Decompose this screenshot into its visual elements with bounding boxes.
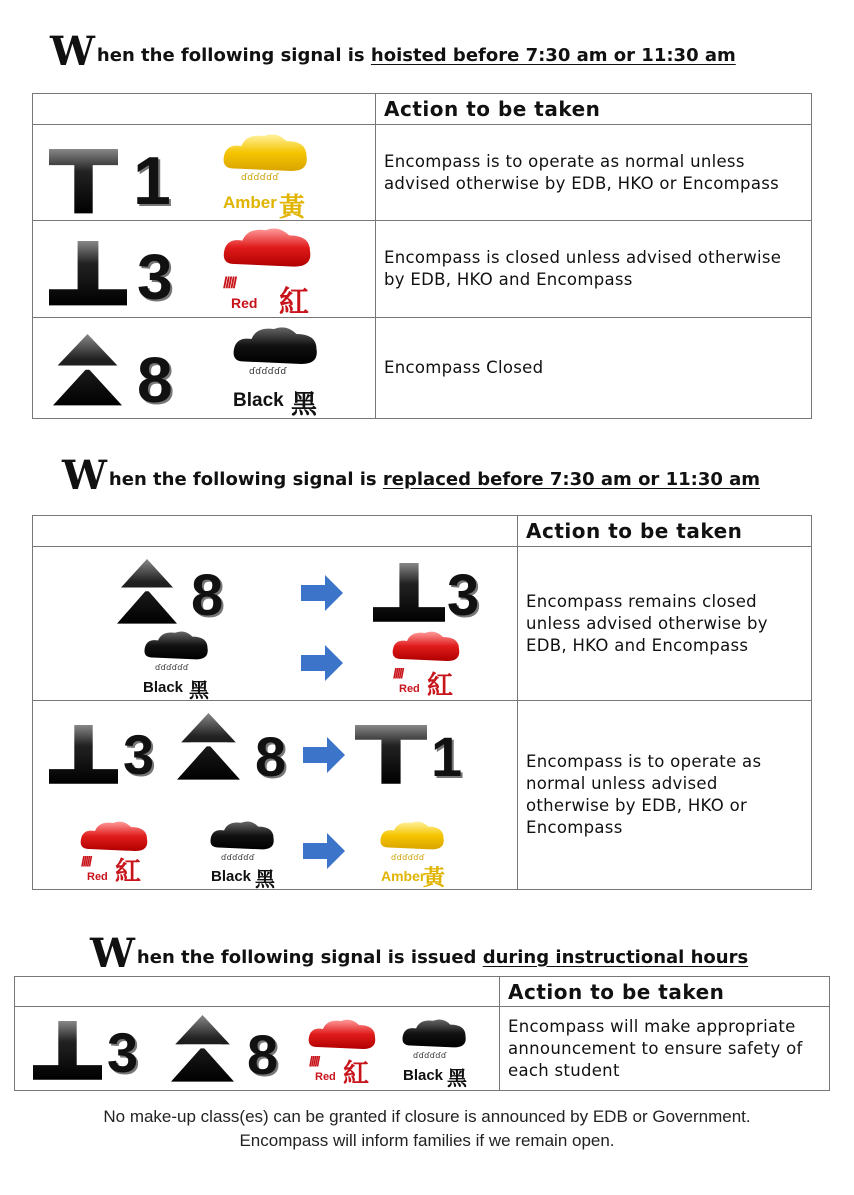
heading-underlined: hoisted before 7:30 am or 11:30 am bbox=[370, 45, 736, 66]
column-header: Action to be taken bbox=[376, 94, 812, 125]
arrow-icon bbox=[301, 575, 347, 615]
black-char: 黑 bbox=[255, 869, 275, 891]
signal-number: 8 bbox=[191, 563, 224, 628]
footer-line-2: Encompass will inform families if we remain open. bbox=[239, 1131, 615, 1150]
signal-number: 8 bbox=[137, 344, 173, 416]
column-header: Action to be taken bbox=[500, 977, 830, 1007]
signal-number: 1 bbox=[431, 725, 463, 788]
section3-table bbox=[14, 976, 830, 1091]
typhoon-signal-3-icon bbox=[47, 239, 137, 309]
amber-cloud-icon bbox=[377, 819, 447, 861]
section2-heading bbox=[62, 452, 760, 499]
signal-number: 8 bbox=[255, 725, 287, 788]
black-label: Black bbox=[143, 679, 184, 696]
typhoon-signal-8-icon bbox=[175, 711, 245, 783]
typhoon-signal-1-icon bbox=[353, 723, 433, 787]
red-char: 紅 bbox=[115, 856, 142, 886]
svg-text:ɗɗɗɗɗɗ: ɗɗɗɗɗɗ bbox=[155, 663, 189, 671]
section1-heading bbox=[50, 28, 736, 75]
svg-text:ɗɗɗɗɗɗ: ɗɗɗɗɗɗ bbox=[221, 853, 255, 861]
arrow-icon bbox=[303, 833, 349, 873]
heading-underlined: during instructional hours bbox=[482, 947, 749, 968]
svg-text:ɗɗɗɗɗɗ: ɗɗɗɗɗɗ bbox=[413, 1051, 447, 1059]
svg-text:ɗɗɗɗɗɗ: ɗɗɗɗɗɗ bbox=[249, 367, 287, 374]
black-cloud-icon bbox=[229, 324, 325, 374]
black-cloud-icon bbox=[141, 629, 211, 671]
replace-cell-1 bbox=[33, 547, 518, 701]
section1-table bbox=[32, 93, 812, 419]
action-text: Encompass is to operate as normal unless advised otherwise by EDB, HKO or Encompass bbox=[376, 125, 812, 221]
signal-number: 3 bbox=[107, 1021, 139, 1084]
action-text: Encompass remains closed unless advised otherwise by EDB, HKO and Encompass bbox=[518, 547, 812, 701]
signal-number: 3 bbox=[137, 241, 173, 313]
red-label: Red bbox=[231, 295, 258, 311]
rain-streaks: ///// bbox=[223, 275, 236, 292]
amber-char: 黃 bbox=[279, 192, 306, 222]
rain-streaks: ///// bbox=[393, 665, 403, 681]
red-cloud-icon bbox=[219, 225, 315, 277]
red-label: Red bbox=[87, 871, 108, 883]
footer bbox=[0, 1105, 854, 1153]
header-blank-cell bbox=[33, 516, 518, 547]
signal-number: 3 bbox=[447, 563, 480, 628]
action-text: Encompass is closed unless advised otherwise by EDB, HKO and Encompass bbox=[376, 221, 812, 318]
signal-cell-t1 bbox=[33, 125, 376, 221]
header-blank-cell bbox=[33, 94, 376, 125]
black-char: 黑 bbox=[447, 1068, 467, 1090]
typhoon-signal-3-icon bbox=[47, 723, 123, 787]
black-label: Black bbox=[211, 868, 252, 885]
black-cloud-icon bbox=[207, 819, 277, 861]
issued-signals-cell bbox=[15, 1007, 500, 1091]
action-text: Encompass will make appropriate announcement to ensure safety of each student bbox=[500, 1007, 830, 1091]
svg-text:ɗɗɗɗɗɗ: ɗɗɗɗɗɗ bbox=[391, 853, 425, 861]
arrow-icon bbox=[301, 645, 347, 685]
amber-label: Amber bbox=[381, 868, 426, 884]
section2-table bbox=[32, 515, 812, 890]
typhoon-signal-8-icon bbox=[169, 1013, 239, 1085]
heading-text: hen the following signal is bbox=[96, 45, 371, 66]
heading-text: hen the following signal is bbox=[108, 469, 383, 490]
typhoon-signal-3-icon bbox=[371, 561, 451, 625]
rain-streaks: ///// bbox=[81, 853, 91, 869]
black-cloud-icon bbox=[399, 1017, 469, 1059]
red-char: 紅 bbox=[279, 286, 309, 319]
action-text: Encompass Closed bbox=[376, 318, 812, 419]
black-label: Black bbox=[233, 390, 284, 411]
signal-number: 8 bbox=[247, 1023, 279, 1086]
section3-heading bbox=[90, 930, 748, 977]
amber-char: 黃 bbox=[423, 865, 446, 890]
replace-cell-2 bbox=[33, 701, 518, 890]
heading-underlined: replaced before 7:30 am or 11:30 am bbox=[382, 469, 761, 490]
heading-text: hen the following signal is issued bbox=[136, 947, 483, 968]
black-char: 黑 bbox=[291, 389, 318, 419]
amber-cloud-icon bbox=[219, 131, 311, 181]
heading-initial: W bbox=[90, 930, 135, 977]
svg-text:ɗɗɗɗɗɗ: ɗɗɗɗɗɗ bbox=[241, 173, 279, 181]
red-label: Red bbox=[399, 683, 420, 695]
red-label: Red bbox=[315, 1071, 336, 1083]
typhoon-signal-8-icon bbox=[51, 332, 131, 410]
signal-number: 3 bbox=[123, 723, 155, 786]
action-text: Encompass is to operate as normal unless advised otherwise by EDB, HKO or Encompass bbox=[518, 701, 812, 890]
red-char: 紅 bbox=[343, 1058, 370, 1088]
black-label: Black bbox=[403, 1067, 444, 1084]
header-blank-cell bbox=[15, 977, 500, 1007]
footer-line-1: No make-up class(es) can be granted if closure is announced by EDB or Government. bbox=[103, 1107, 751, 1126]
column-header: Action to be taken bbox=[518, 516, 812, 547]
typhoon-signal-8-icon bbox=[115, 557, 185, 627]
heading-initial: W bbox=[62, 452, 107, 499]
signal-cell-t3 bbox=[33, 221, 376, 318]
signal-number: 1 bbox=[133, 143, 171, 219]
signal-cell-t8 bbox=[33, 318, 376, 419]
amber-label: Amber bbox=[223, 193, 277, 212]
typhoon-signal-3-icon bbox=[31, 1019, 107, 1083]
arrow-icon bbox=[303, 737, 349, 777]
typhoon-signal-1-icon bbox=[47, 145, 137, 215]
red-char: 紅 bbox=[427, 670, 454, 700]
heading-initial: W bbox=[50, 28, 95, 75]
black-char: 黑 bbox=[189, 680, 209, 702]
rain-streaks: ///// bbox=[309, 1053, 319, 1069]
